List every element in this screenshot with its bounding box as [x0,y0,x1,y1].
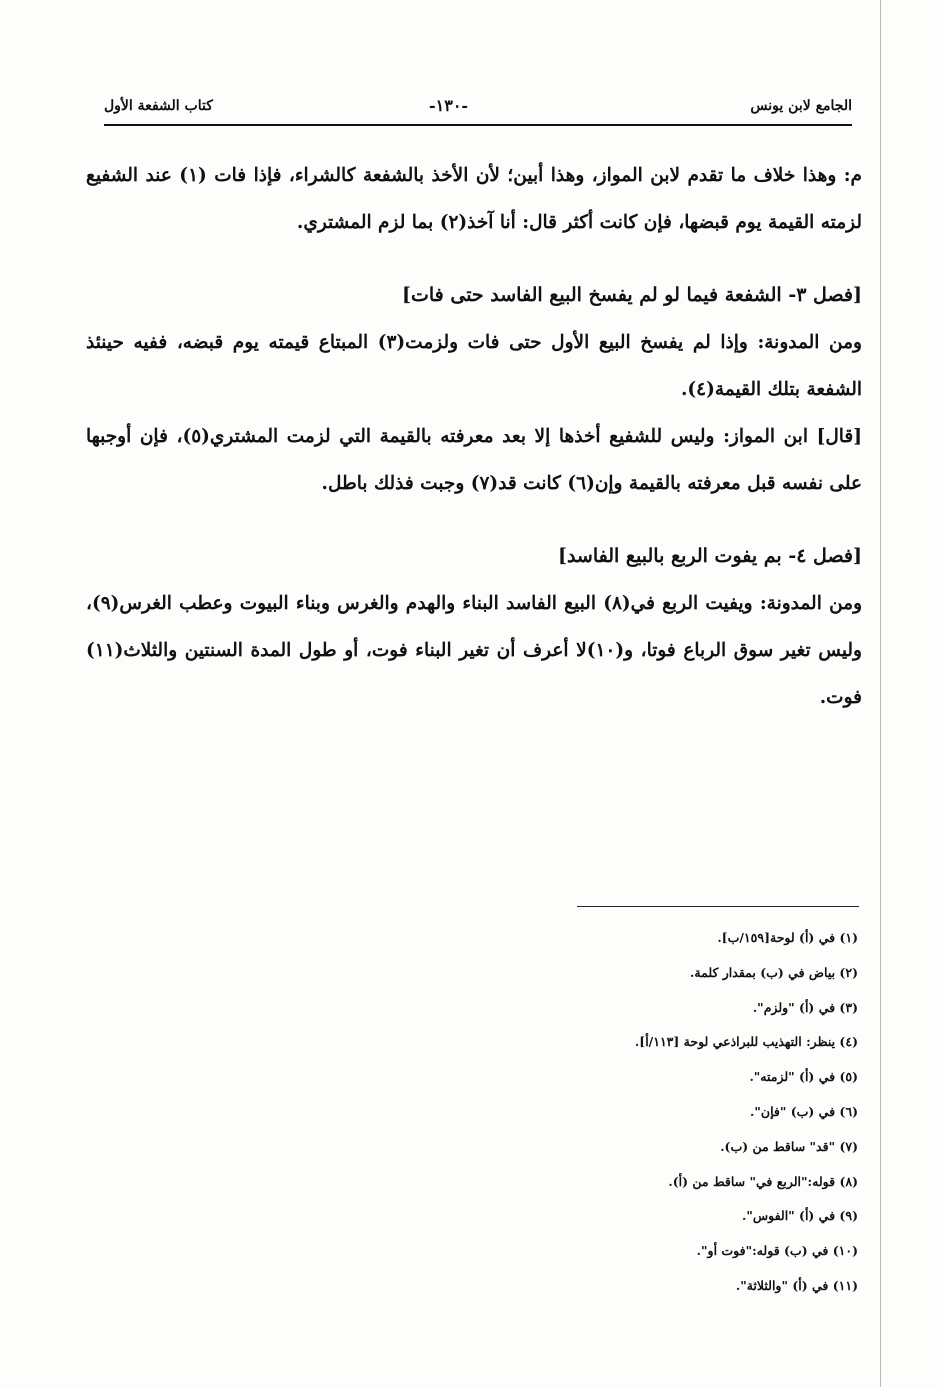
header-rule [104,124,852,126]
section-title: [فصل ٤- بم يفوت الربع بالبيع الفاسد] [557,545,862,567]
footnote-rule [577,906,859,907]
page-number: -١٣٠- [429,96,469,115]
paragraph: ومن المدونة: وإذا لم يفسخ البيع الأول حتى فات ولزمت(٣) المبتاع قيمته يوم قبضه، ففيه حينئذ الشفعة بتلك القيمة(٤). [86,332,862,400]
footnotes [500,921,858,1304]
footnote: (١٠) في (ب) قوله:"فوت أو". [696,1243,858,1259]
header-book-title: الجامع لابن يونس [750,98,852,114]
page-edge-line [880,0,881,1387]
footnote: (٢) بياض في (ب) بمقدار كلمة. [690,964,858,980]
paragraph: [قال] ابن المواز: وليس للشفيع أخذها إلا بعد معرفته بالقيمة التي لزمت المشتري(٥)، فإن أوجبها على نفسه قبل معرفته بالقيمة وإن(٦) كانت قد(٧) وجبت فذلك باطل. [86,426,862,494]
section-title: [فصل ٣- الشفعة فيما لو لم يفسخ البيع الفاسد حتى فات] [402,284,862,306]
header-chapter-title: كتاب الشفعة الأول [104,98,213,114]
footnote: (٩) في (أ) "الفوس". [741,1208,858,1224]
main-text [86,152,862,721]
footnote: (١) في (أ) لوحة[١٥٩/ب]. [717,930,858,945]
footnote: (٥) في (أ) "لزمته". [749,1069,858,1085]
footnote: (٦) في (ب) "فإن". [750,1103,858,1119]
footnote: (٧) "قد" ساقط من (ب). [720,1138,858,1154]
paragraph: م: وهذا خلاف ما تقدم لابن المواز، وهذا أبين؛ لأن الأخذ بالشفعة كالشراء، فإذا فات (١) عند الشفيع لزمته القيمة يوم قبضها، فإن كانت أكثر قال: أنا آخذ(٢) بما لزم المشتري. [86,165,862,233]
running-header [104,94,852,122]
paragraph: ومن المدونة: ويفيت الربع في(٨) البيع الفاسد البناء والهدم والغرس وبناء البيوت وعطب الغرس(٩)، وليس تغير سوق الرباع فوتا، و(١٠)لا أعرف أن تغير البناء فوت، أو طول المدة السنتين والثلاث(١١) فوت. [86,593,862,708]
footnote: (٨) قوله:"الربع في" ساقط من (أ). [668,1173,858,1189]
footnote: (١١) في (أ) "والثلاثة". [735,1277,858,1293]
footnote: (٤) ينظر: التهذيب للبراذعي لوحة [١١٣/أ]. [634,1034,858,1050]
footnote: (٣) في (أ) "ولزم". [752,999,858,1015]
